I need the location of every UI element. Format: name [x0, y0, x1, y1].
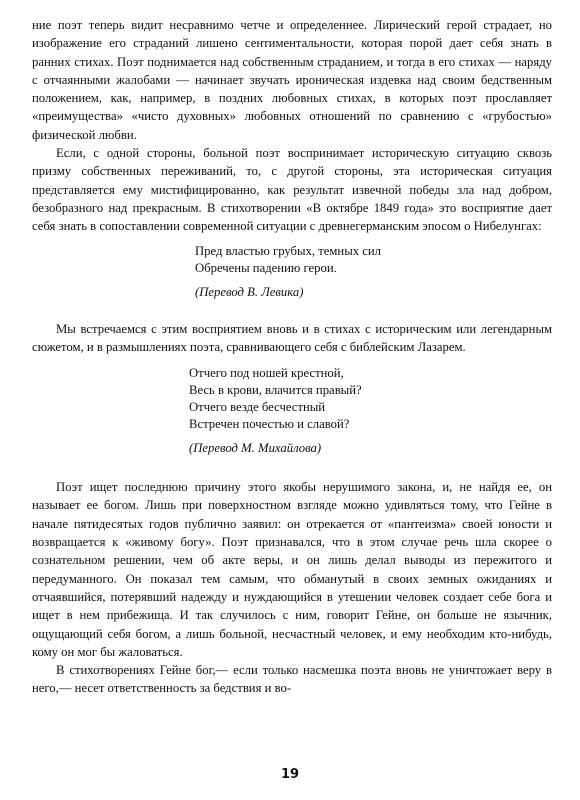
translation-credit: (Перевод М. Михайлова)	[189, 441, 322, 456]
verse-line: Отчего везде бесчестный	[189, 400, 326, 415]
verse-line: Встречен почестью и славой?	[189, 417, 350, 432]
verse-line: Весь в крови, влачится правый?	[189, 383, 362, 398]
verse-line: Пред властью грубых, темных сил	[195, 243, 382, 258]
paragraph-continuation: ние поэт теперь видит несравнимо четче и определеннее. Лирический герой страдает, но изображение его страданий лишено сентиментальности, которая порой дает себя знать в ранних стихах. Поэт поднимается над собственным страданием, и тогда в его стихах — наряду с отчаянными жалобами — начинает звучать ироническая издевка над своим бедственным положением, как, например, в поздних любовных стихах, в которых поэт прославляет «преимущества» «чисто духовных» любовных отношений по сравнению с «грубостью» физической любви.	[32, 18, 552, 142]
verse-quote-lazarus	[189, 365, 552, 457]
paragraph-historical-situation: Если, с одной стороны, больной поэт воспринимает историческую ситуацию сквозь призму собственных переживаний, то, с другой стороны, эта историческая ситуация представляется ему мистифицированно, как результат извечной победы зла над добром, безобразного над прекрасным. В стихотворении «В октябре 1849 года» это восприятие дает себя знать в сопоставлении современной ситуации с древнегерманским эпосом о Нибелунгах:	[32, 146, 552, 234]
verse-line: Обречены падению герои.	[195, 260, 337, 275]
paragraph-god: Поэт ищет последнюю причину этого якобы нерушимого закона, и, не найдя ее, он называет ее богом. Лишь при поверхностном взгляде можно удивляться тому, что Гейне в начале пятидесятых годов публично заявил: он отрекается от «пантеизма» своей юности и возвращается к «живому богу». Поэт признавался, что в этом случае речь шла скорее о сознательном решении, чем об акте веры, и он лишь делал выводы из пережитого и передуманного. Он показал тем самым, что обманутый в своих земных ожиданиях и отчаявшийся, потерявший надежду и нуждающийся в утешении человек создает себе бога и ищет в нем прибежища. И так случилось с ним, говорит Гейне, он больше не язычник, ощущающий себя богом, а лишь больной, несчастный человек, и ему необходим кто-нибудь, кому он мог бы жаловаться.	[32, 480, 552, 659]
paragraph-poems-god: В стихотворениях Гейне бог,— если только насмешка поэта вновь не уничтожает веру в него,— несет ответственность за бедствия и во-	[32, 663, 552, 696]
verse-line: Отчего под ношей крестной,	[189, 366, 344, 381]
verse-quote-nibelungen	[195, 243, 552, 301]
paragraph-lazarus: Мы встречаемся с этим восприятием вновь и в стихах с историческим или легендарным сюжетом, и в размышлениях поэта, сравнивающего себя с библейским Лазарем.	[32, 321, 552, 354]
translation-credit: (Перевод В. Левика)	[195, 284, 304, 299]
page-number: 19	[280, 767, 300, 782]
